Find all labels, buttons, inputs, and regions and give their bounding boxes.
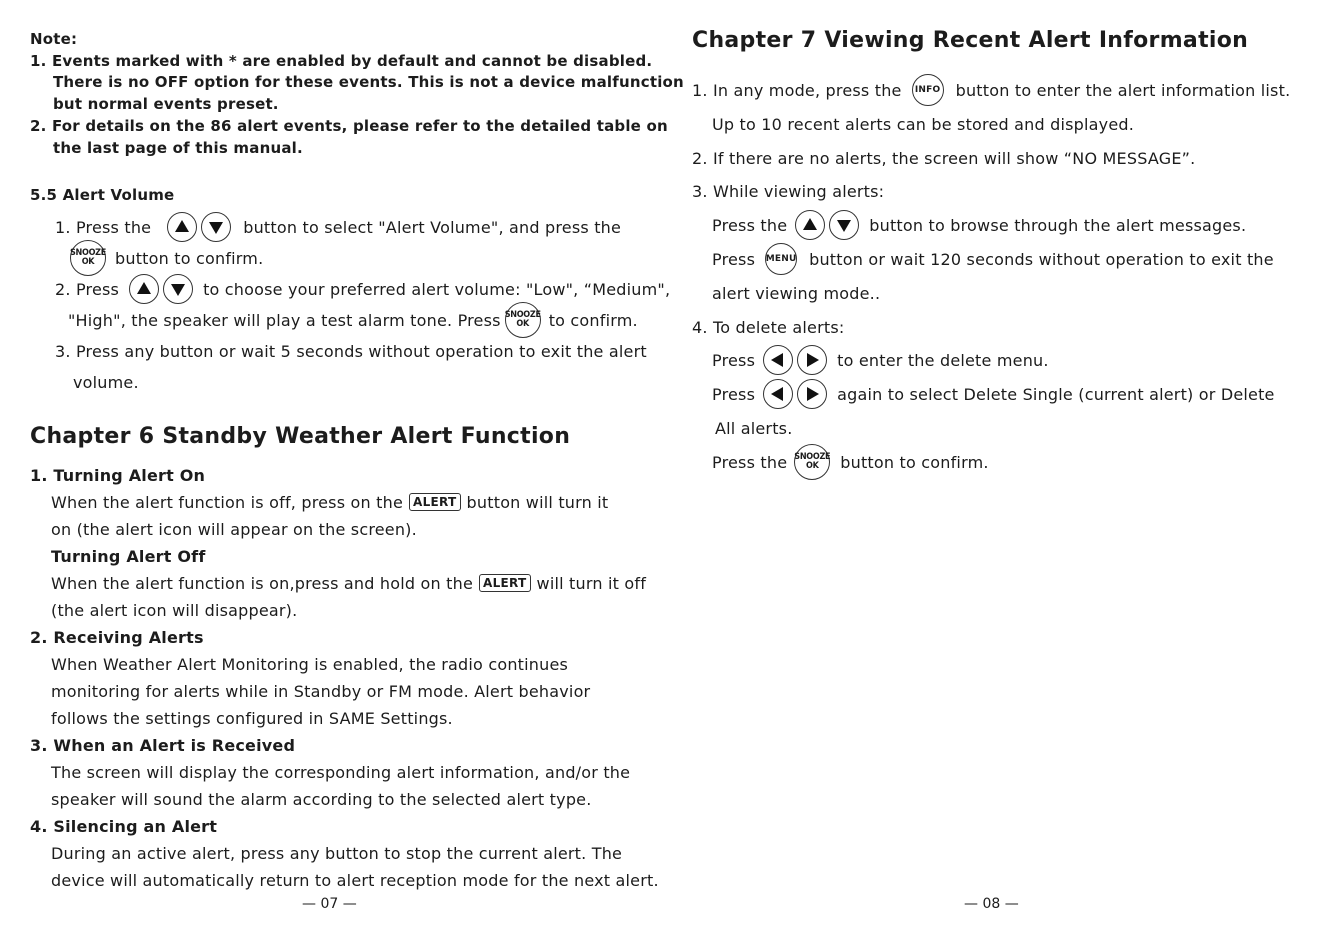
ch7-step-3c: alert viewing mode.. [712,284,881,303]
right-arrow-icon [797,379,827,409]
alert-off-line-1: When the alert function is on,press and hold on the ALERT will turn it off [51,573,647,593]
s55-step-1b-post: button to confirm. [115,248,264,268]
alert-button-icon: ALERT [479,574,531,592]
s55-step-2b [68,302,638,338]
ch7-step-4b: Press again to select Delete Single (current alert) or Delete [712,377,1275,411]
ch7-step-3: 3. While viewing alerts: [692,182,885,201]
note-1-line-1: 1. Events marked with * are enabled by default and cannot be disabled. [30,52,653,70]
chapter-7-title: Chapter 7 Viewing Recent Alert Information [692,28,1249,53]
heading-turning-alert-on: 1. Turning Alert On [30,466,206,485]
ch7-step-2: 2. If there are no alerts, the screen will show “NO MESSAGE”. [692,149,1196,168]
snooze-ok-button-icon: SNOOZE OK [70,240,106,276]
silencing-line-2: device will automatically return to alert reception mode for the next alert. [51,871,659,890]
received-line-1: The screen will display the corresponding alert information, and/or the [51,763,631,782]
note-1-line-2: There is no OFF option for these events. This is not a device malfunction [53,73,684,91]
s55-step-1 [55,210,621,244]
ch7-step-3b: Press MENU button or wait 120 seconds without operation to exit the [712,243,1274,275]
s55-step-2-post: to choose your preferred alert volume: "Low", “Medium", [203,279,671,299]
left-arrow-icon [763,379,793,409]
heading-silencing-alert: 4. Silencing an Alert [30,817,218,836]
ch7-step-3a: Press the button to browse through the alert messages. [712,208,1246,242]
s55-step-2-pre: 2. Press [55,279,120,299]
heading-receiving-alerts: 2. Receiving Alerts [30,628,204,647]
alert-on-line-2: on (the alert icon will appear on the screen). [51,520,417,539]
right-arrow-icon [797,345,827,375]
up-arrow-icon [167,212,197,242]
s55-step-2 [55,272,670,306]
s55-step-2b-pre: "High", the speaker will play a test alarm tone. Press [68,310,501,330]
s55-step-2b-post: to confirm. [548,310,638,330]
note-2-line-2: the last page of this manual. [53,139,303,157]
s55-step-3-line-1: 3. Press any button or wait 5 seconds without operation to exit the alert [55,342,647,361]
heading-turning-alert-off: Turning Alert Off [51,547,206,566]
ch7-step-4c: All alerts. [715,419,793,438]
note-1-line-3: but normal events preset. [53,95,279,113]
receiving-line-1: When Weather Alert Monitoring is enabled, the radio continues [51,655,569,674]
up-arrow-icon [129,274,159,304]
ch7-step-4: 4. To delete alerts: [692,318,845,337]
receiving-line-2: monitoring for alerts while in Standby or FM mode. Alert behavior [51,682,591,701]
section-5-5-title: 5.5 Alert Volume [30,186,175,204]
note-2-line-1: 2. For details on the 86 alert events, please refer to the detailed table on [30,117,668,135]
alert-button-icon: ALERT [409,493,461,511]
snooze-ok-button-icon: SNOOZE OK [794,444,830,480]
left-arrow-icon [763,345,793,375]
page-08 [662,0,1324,936]
ch7-step-4d: Press the SNOOZE OK button to confirm. [712,443,989,481]
page-number-07: — 07 — [302,896,357,912]
s55-step-3-line-2: volume. [73,373,139,392]
chapter-6-title: Chapter 6 Standby Weather Alert Function [30,424,571,449]
ch7-step-1: 1. In any mode, press the INFO button to enter the alert information list. [692,73,1290,107]
down-arrow-icon [829,210,859,240]
alert-off-line-2: (the alert icon will disappear). [51,601,298,620]
receiving-line-3: follows the settings configured in SAME Settings. [51,709,453,728]
s55-step-1-pre: 1. Press the [55,217,152,237]
ch7-step-1-line-2: Up to 10 recent alerts can be stored and displayed. [712,115,1135,134]
received-line-2: speaker will sound the alarm according to the selected alert type. [51,790,592,809]
note-title: Note: [30,30,78,48]
menu-button-icon: MENU [765,243,797,275]
silencing-line-1: During an active alert, press any button to stop the current alert. The [51,844,623,863]
s55-step-1b [70,240,263,276]
s55-step-1-post: button to select "Alert Volume", and press the [243,217,622,237]
ch7-step-4a: Press to enter the delete menu. [712,343,1049,377]
up-arrow-icon [795,210,825,240]
heading-alert-received: 3. When an Alert is Received [30,736,296,755]
page-number-08: — 08 — [964,896,1019,912]
snooze-ok-button-icon: SNOOZE OK [505,302,541,338]
down-arrow-icon [201,212,231,242]
info-button-icon: INFO [912,74,944,106]
alert-on-line-1: When the alert function is off, press on the ALERT button will turn it [51,492,609,512]
down-arrow-icon [163,274,193,304]
